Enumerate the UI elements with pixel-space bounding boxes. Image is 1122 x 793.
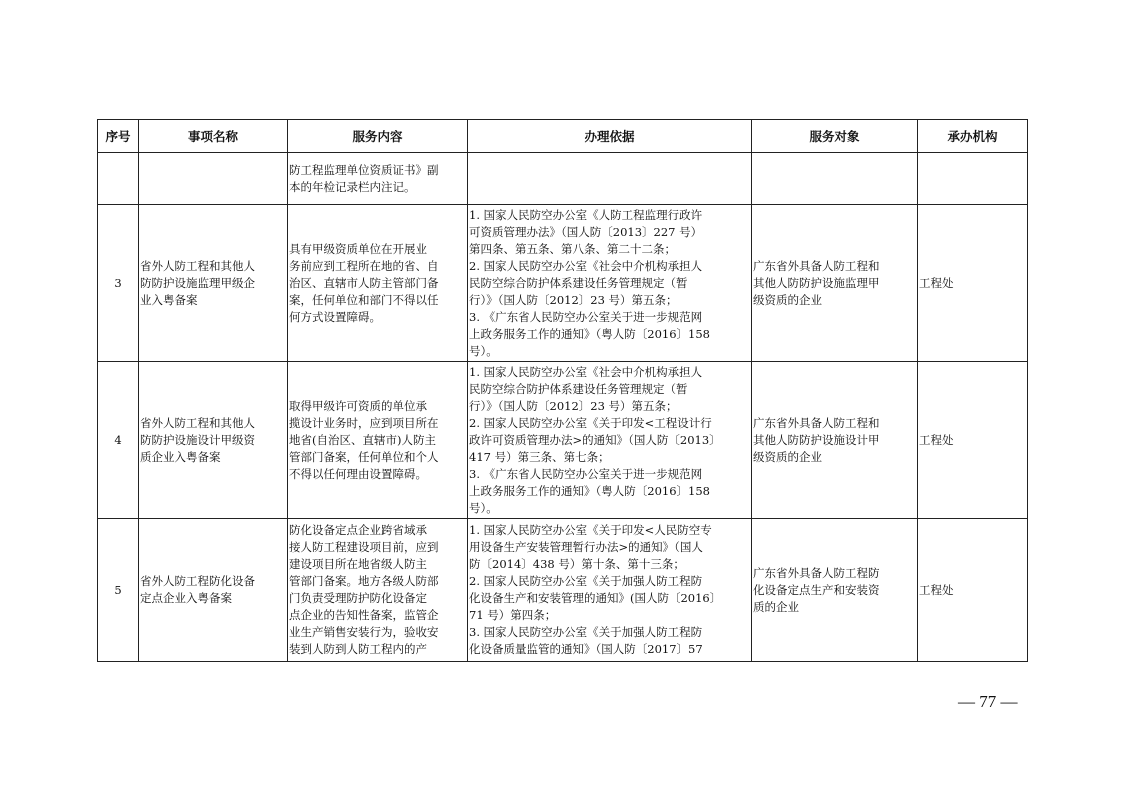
item-name (139, 153, 288, 205)
header-cell-no: 序号 (98, 120, 139, 153)
page-number: — 77 — (958, 692, 1018, 711)
service-content: 防工程监理单位资质证书》副 本的年检记录栏内注记。 (288, 153, 468, 205)
row-number (98, 153, 139, 205)
table-row (98, 362, 1028, 519)
handling-agency (918, 153, 1028, 205)
legal-basis (468, 153, 752, 205)
legal-basis: 1. 国家人民防空办公室《关于印发<人民防空专 用设备生产安装管理暂行办法>的通知》（国人 防〔2014〕438 号）第十条、第十三条； 2. 国家人民防空办公室《关于加强人防工程防 化设备生产和安装管理的通知》(国人防〔2016〕 71 号）第四条； 3. 国家人民防空办公室《关于加强人防工程防 化设备质量监管的通知》（国人防〔2017〕57 (468, 519, 752, 662)
item-name: 省外人防工程和其他人 防防护设施设计甲级资 质企业入粤备案 (139, 362, 288, 519)
item-name: 省外人防工程和其他人 防防护设施监理甲级企 业入粤备案 (139, 205, 288, 362)
service-target: 广东省外具备人防工程和 其他人防防护设施监理甲 级资质的企业 (752, 205, 918, 362)
header-cell-name: 事项名称 (139, 120, 288, 153)
header-cell-basis: 办理依据 (468, 120, 752, 153)
service-content: 防化设备定点企业跨省域承 接人防工程建设项目前，应到 建设项目所在地省级人防主 管部门备案。地方各级人防部 门负责受理防护防化设备定 点企业的告知性备案，监管企 业生产销售安装行为，验收安 装到人防到人防工程内的产 (288, 519, 468, 662)
header-cell-content: 服务内容 (288, 120, 468, 153)
service-target: 广东省外具备人防工程和 其他人防防护设施设计甲 级资质的企业 (752, 362, 918, 519)
row-number: 3 (98, 205, 139, 362)
service-items-table (97, 119, 1028, 662)
service-target (752, 153, 918, 205)
header-cell-agency: 承办机构 (918, 120, 1028, 153)
item-name: 省外人防工程防化设备 定点企业入粤备案 (139, 519, 288, 662)
row-number: 5 (98, 519, 139, 662)
handling-agency: 工程处 (918, 205, 1028, 362)
legal-basis: 1. 国家人民防空办公室《社会中介机构承担人 民防空综合防护体系建设任务管理规定（暂 行）》（国人防〔2012〕23 号）第五条； 2. 国家人民防空办公室《关于印发<工程设计行 政许可资质管理办法>的通知》（国人防〔2013〕 417 号）第三条、第七条； 3. 《广东省人民防空办公室关于进一步规范网 上政务服务工作的通知》（粤人防〔2016〕158 号）。 (468, 362, 752, 519)
header-cell-target: 服务对象 (752, 120, 918, 153)
handling-agency: 工程处 (918, 362, 1028, 519)
service-content: 取得甲级许可资质的单位承 揽设计业务时，应到项目所在 地省(自治区、直辖市)人防主 管部门备案，任何单位和个人 不得以任何理由设置障碍。 (288, 362, 468, 519)
service-content: 具有甲级资质单位在开展业 务前应到工程所在地的省、自 治区、直辖市人防主管部门备 案，任何单位和部门不得以任 何方式设置障碍。 (288, 205, 468, 362)
handling-agency: 工程处 (918, 519, 1028, 662)
table-row (98, 205, 1028, 362)
table-header-row (98, 120, 1028, 153)
table-row (98, 153, 1028, 205)
service-target: 广东省外具备人防工程防 化设备定点生产和安装资 质的企业 (752, 519, 918, 662)
table-row (98, 519, 1028, 662)
row-number: 4 (98, 362, 139, 519)
legal-basis: 1. 国家人民防空办公室《人防工程监理行政许 可资质管理办法》（国人防〔2013〕227 号） 第四条、第五条、第八条、第二十二条； 2. 国家人民防空办公室《社会中介机构承担人 民防空综合防护体系建设任务管理规定（暂 行）》（国人防〔2012〕23 号）第五条； 3. 《广东省人民防空办公室关于进一步规范网 上政务服务工作的通知》（粤人防〔2016〕158 号）。 (468, 205, 752, 362)
